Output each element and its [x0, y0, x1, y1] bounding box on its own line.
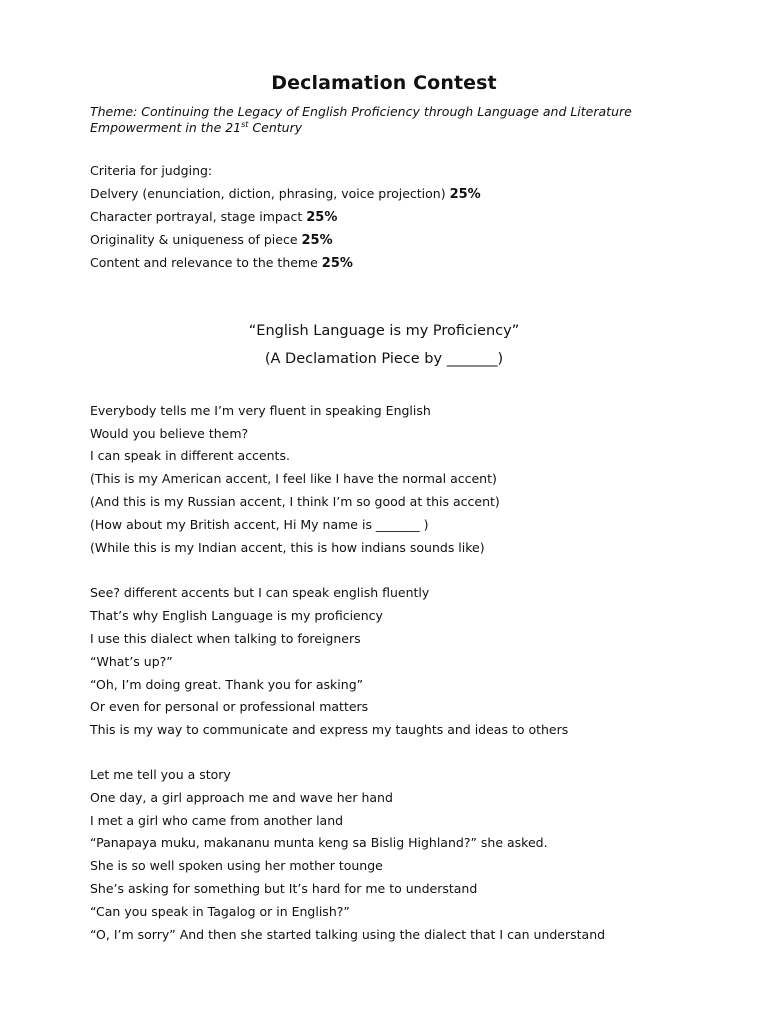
poem-line: Or even for personal or professional matters: [90, 699, 369, 714]
piece-title: “English Language is my Proficiency”: [248, 323, 520, 339]
criteria-weight: 25%: [306, 210, 338, 225]
criteria-text: Delvery (enunciation, diction, phrasing, voice projection): [90, 186, 450, 201]
criteria-item: [90, 232, 333, 249]
theme-prefix: Theme: Continuing the Legacy of English Proficiency through Language and Literature Empowerment in the 21: [90, 104, 632, 135]
poem-line: I use this dialect when talking to foreigners: [90, 631, 361, 646]
poem-line: She is so well spoken using her mother tounge: [90, 858, 383, 873]
theme-suffix: Century: [248, 120, 303, 135]
poem-line: Everybody tells me I’m very fluent in speaking English: [90, 403, 431, 418]
poem-line: (This is my American accent, I feel like I have the normal accent): [90, 471, 497, 486]
poem-line: This is my way to communicate and express my taughts and ideas to others: [90, 722, 569, 737]
poem-line: I met a girl who came from another land: [90, 813, 344, 828]
document-title: Declamation Contest: [271, 72, 497, 94]
criteria-item: [90, 186, 481, 203]
criteria-weight: 25%: [321, 256, 353, 271]
theme-superscript: st: [241, 119, 249, 129]
poem-line: That’s why English Language is my proficiency: [90, 608, 383, 623]
poem-line: See? different accents but I can speak english fluently: [90, 585, 430, 600]
poem-line: Would you believe them?: [90, 426, 249, 441]
poem-line: (How about my British accent, Hi My name is _______ ): [90, 517, 429, 532]
poem-line: “What’s up?”: [90, 654, 173, 669]
poem-line: She’s asking for something but It’s hard for me to understand: [90, 881, 478, 896]
criteria-weight: 25%: [301, 233, 333, 248]
criteria-item: [90, 209, 337, 226]
criteria-text: Originality & uniqueness of piece: [90, 232, 302, 247]
poem-line: “Panapaya muku, makananu munta keng sa Bislig Highland?” she asked.: [90, 835, 548, 850]
poem-line: “O, I’m sorry” And then she started talking using the dialect that I can understand: [90, 927, 606, 942]
criteria-heading: Criteria for judging:: [90, 163, 213, 178]
poem-line: (While this is my Indian accent, this is how indians sounds like): [90, 540, 485, 555]
poem-line: Let me tell you a story: [90, 767, 231, 782]
poem-line: “Can you speak in Tagalog or in English?”: [90, 904, 350, 919]
poem-line: “Oh, I’m doing great. Thank you for asking”: [90, 677, 364, 692]
poem-line: (And this is my Russian accent, I think I’m so good at this accent): [90, 494, 500, 509]
criteria-text: Character portrayal, stage impact: [90, 209, 307, 224]
criteria-item: [90, 255, 353, 272]
piece-byline: (A Declamation Piece by _______): [264, 351, 504, 367]
criteria-weight: 25%: [449, 187, 481, 202]
theme-text: [90, 104, 650, 136]
criteria-text: Content and relevance to the theme: [90, 255, 322, 270]
poem-line: One day, a girl approach me and wave her hand: [90, 790, 393, 805]
poem-line: I can speak in different accents.: [90, 448, 290, 463]
